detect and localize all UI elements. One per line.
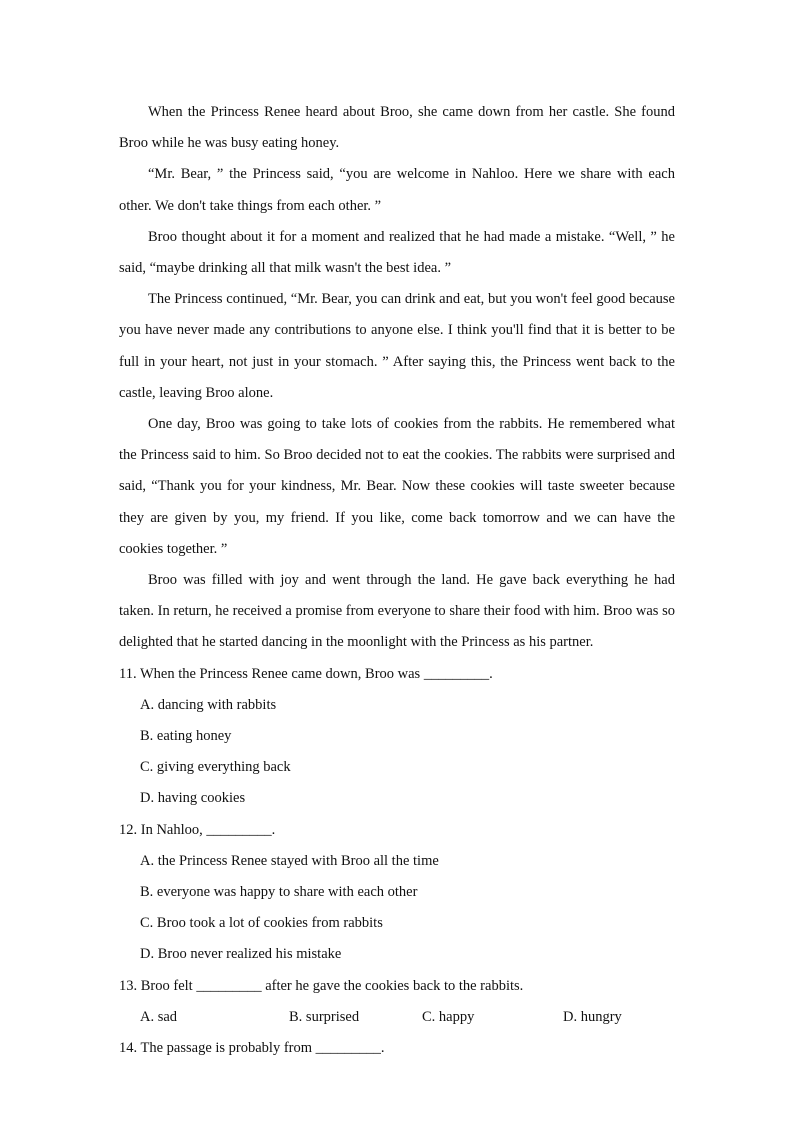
option-d: D. Broo never realized his mistake [140, 946, 342, 963]
question-13 [119, 971, 675, 1033]
question-12 [119, 815, 675, 971]
question-11 [119, 659, 675, 815]
question-stem: 12. In Nahloo, _________. [119, 821, 276, 838]
passage-paragraph: The Princess continued, “Mr. Bear, you can drink and eat, but you won't feel good because you have never made any contributions to anyone else. I think you'll find that it is better to be full in your heart, not just in your stomach. ” After saying this, the Princess went back to the castle, leaving Broo alone. [119, 291, 675, 401]
option-b: B. surprised [289, 1008, 360, 1025]
question-stem: 14. The passage is probably from _________. [119, 1040, 385, 1057]
option-d: D. having cookies [140, 790, 246, 807]
reading-passage [119, 97, 675, 659]
passage-paragraph: Broo thought about it for a moment and realized that he had made a mistake. “Well, ” he said, “maybe drinking all that milk wasn't the best idea. ” [119, 228, 675, 277]
answer-options [119, 846, 675, 971]
passage-paragraph: One day, Broo was going to take lots of cookies from the rabbits. He remembered what the Princess said to him. So Broo decided not to eat the cookies. The rabbits were surprised and said, “Thank you for your kindness, Mr. Bear. Now these cookies will taste sweeter because they are given by you, my friend. If you like, come back tomorrow and we can have the cookies together. ” [119, 416, 675, 557]
answer-options [119, 1002, 675, 1033]
option-a: A. sad [140, 1008, 178, 1025]
passage-paragraph: “Mr. Bear, ” the Princess said, “you are welcome in Nahloo. Here we share with each other. We don't take things from each other. ” [119, 166, 675, 214]
passage-paragraph: When the Princess Renee heard about Broo, she came down from her castle. She found Broo while he was busy eating honey. [119, 104, 675, 152]
answer-options [119, 690, 675, 815]
passage-paragraph: Broo was filled with joy and went through the land. He gave back everything he had taken. In return, he received a promise from everyone to share their food with him. Broo was so delighted that he started dancing in the moonlight with the Princess as his partner. [119, 572, 675, 651]
option-c: C. happy [422, 1008, 475, 1025]
question-stem: 13. Broo felt _________ after he gave the cookies back to the rabbits. [119, 977, 524, 994]
question-stem: 11. When the Princess Renee came down, Broo was _________. [119, 665, 493, 682]
question-14 [119, 1033, 675, 1064]
option-a: A. the Princess Renee stayed with Broo all the time [140, 852, 439, 869]
option-d: D. hungry [563, 1008, 622, 1025]
document-page [119, 97, 675, 1064]
option-c: C. giving everything back [140, 759, 291, 776]
option-c: C. Broo took a lot of cookies from rabbits [140, 915, 383, 932]
option-a: A. dancing with rabbits [140, 696, 277, 713]
option-b: B. everyone was happy to share with each other [140, 884, 418, 901]
option-b: B. eating honey [140, 728, 232, 745]
